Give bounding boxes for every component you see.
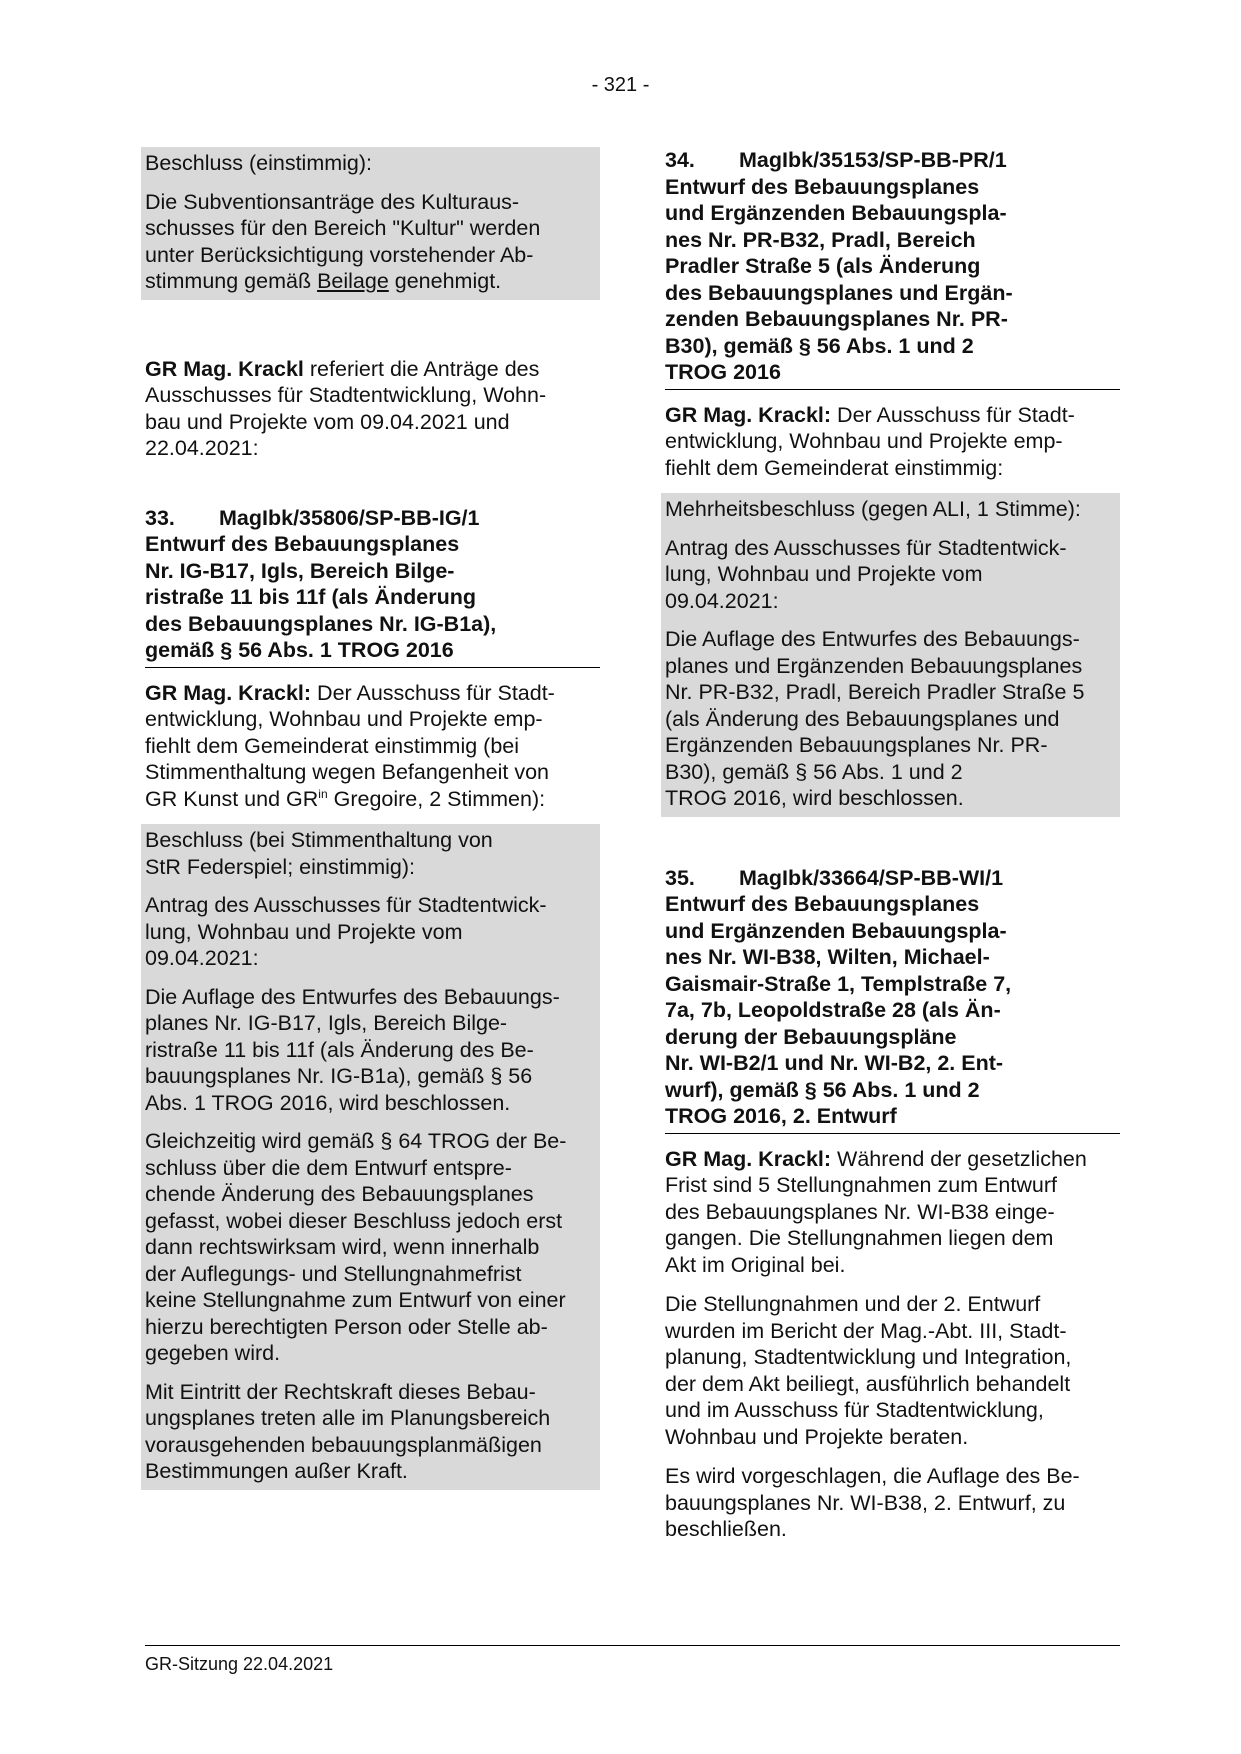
- item-number: 35.: [665, 865, 695, 890]
- item-number: 34.: [665, 148, 695, 172]
- left-column: [145, 147, 600, 1490]
- item-35-heading: [665, 865, 1120, 892]
- intro-paragraph: GR Mag. Krackl referiert die Anträge des Ausschusses für Stadtentwicklung, Wohn- bau und Projekte vom 09.04.2021 und 22.04.2021:: [145, 356, 547, 460]
- resolution-text: Die Subventionsanträge des Kulturaus- schusses für den Bereich "Kultur" werden unter Berücksichtigung vorstehender Ab- stimmung gemäß Beilage genehmigt.: [145, 189, 541, 293]
- item-34-report: GR Mag. Krackl: Der Ausschuss für Stadt- entwicklung, Wohnbau und Projekte emp- fiehlt dem Gemeinderat einstimmig:: [665, 402, 1075, 480]
- footer-text: GR-Sitzung 22.04.2021: [145, 1654, 334, 1674]
- decision-label: Beschluss (bei Stimmenthaltung von StR Federspiel; einstimmig):: [145, 828, 493, 879]
- item-35-paragraph-2: Die Stellungnahmen und der 2. Entwurf wurden im Bericht der Mag.-Abt. III, Stadt- planung, Stadtentwicklung und Integration, der dem Akt beiliegt, ausführlich behandelt und im Ausschuss für Stadtentwicklung, Wohnbau und Projekte beraten.: [665, 1292, 1072, 1449]
- item-34-resolution: [661, 493, 1120, 817]
- divider: [665, 1133, 1120, 1134]
- item-33-title: Entwurf des Bebauungsplanes Nr. IG-B17, Igls, Bereich Bilge- ristraße 11 bis 11f (als Änderung des Bebauungsplanes Nr. IG-B1a), gemäß § 56 Abs. 1 TROG 2016: [145, 532, 497, 662]
- motion-text: Antrag des Ausschusses für Stadtentwick- lung, Wohnbau und Projekte vom 09.04.2021:: [665, 535, 1067, 613]
- item-35: [665, 865, 1120, 1543]
- resolution-block-kultur: [141, 147, 600, 300]
- item-reference: MagIbk/35806/SP-BB-IG/1: [219, 505, 480, 530]
- item-reference: MagIbk/35153/SP-BB-PR/1: [739, 148, 1007, 172]
- page-footer: [145, 1645, 1120, 1675]
- right-column: [665, 147, 1120, 1543]
- effect-text: Mit Eintritt der Rechtskraft dieses Bebau- ungsplanes treten alle im Planungsbereich vorausgehenden bebauungsplanmäßigen Bestimmungen außer Kraft.: [145, 1379, 551, 1483]
- item-33-resolution: [141, 824, 600, 1490]
- item-35-title: Entwurf des Bebauungsplanes und Ergänzenden Bebauungspla- nes Nr. WI-B38, Wilten, Michael- Gaismair-Straße 1, Templstraße 7, 7a, 7b, Leopoldstraße 28 (als Än- derung der Bebauungspläne Nr. WI-B2/1 und Nr. WI-B2, 2. Ent- wurf), gemäß § 56 Abs. 1 und 2 TROG 2016, 2. Entwurf: [665, 892, 1012, 1128]
- item-number: 33.: [145, 505, 175, 530]
- decision-label: Mehrheitsbeschluss (gegen ALI, 1 Stimme):: [665, 497, 1081, 521]
- item-35-paragraph-3: Es wird vorgeschlagen, die Auflage des Be- bauungsplanes Nr. WI-B38, 2. Entwurf, zu beschließen.: [665, 1464, 1080, 1541]
- item-reference: MagIbk/33664/SP-BB-WI/1: [739, 865, 1004, 890]
- resolution-label: Beschluss (einstimmig):: [145, 151, 372, 175]
- decision-body: Die Auflage des Entwurfes des Bebauungs- planes und Ergänzenden Bebauungsplanes Nr. PR-B32, Pradl, Bereich Pradler Straße 5 (als Änderung des Bebauungsplanes und Ergänzenden Bebauungsplanes Nr. PR- B30), gemäß § 56 Abs. 1 und 2 TROG 2016, wird beschlossen.: [665, 627, 1085, 810]
- item-33: [145, 505, 600, 1490]
- motion-text: Antrag des Ausschusses für Stadtentwick- lung, Wohnbau und Projekte vom 09.04.2021:: [145, 893, 547, 970]
- item-35-report: GR Mag. Krackl: Während der gesetzlichen Frist sind 5 Stellungnahmen zum Entwurf des Bebauungsplanes Nr. WI-B38 einge- gangen. Die Stellungnahmen liegen dem Akt im Original bei.: [665, 1146, 1087, 1277]
- item-33-heading: [145, 505, 600, 532]
- item-34-title: Entwurf des Bebauungsplanes und Ergänzenden Bebauungspla- nes Nr. PR-B32, Pradl, Bereich Pradler Straße 5 (als Änderung des Bebauungsplanes und Ergän- zenden Bebauungsplanes Nr. PR- B30), gemäß § 56 Abs. 1 und 2 TROG 2016: [665, 174, 1013, 384]
- beilage-link[interactable]: Beilage: [317, 269, 389, 293]
- decision-body: Die Auflage des Entwurfes des Bebauungs- planes Nr. IG-B17, Igls, Bereich Bilge- ristraße 11 bis 11f (als Änderung des Be- bauungsplanes Nr. IG-B1a), gemäß § 56 Abs. 1 TROG 2016, wird beschlossen.: [145, 984, 560, 1115]
- simultaneous-decision: Gleichzeitig wird gemäß § 64 TROG der Be- schluss über die dem Entwurf entspre- chende Änderung des Bebauungsplanes gefasst, wobei dieser Beschluss jedoch erst dann rechtswirksam wird, wenn innerhalb der Auflegungs- und Stellungnahmefrist keine Stellungnahme zum Entwurf von einer hierzu berechtigten Person oder Stelle ab- gegeben wird.: [145, 1129, 567, 1365]
- page-number: - 321 -: [591, 74, 650, 96]
- divider: [145, 667, 600, 668]
- item-33-report: GR Mag. Krackl: Der Ausschuss für Stadt- entwicklung, Wohnbau und Projekte emp- fiehlt dem Gemeinderat einstimmig (bei Stimmenthaltung wegen Befangenheit von GR Kunst und $GR^{in}$ Gregoire, 2 Stimmen):: [145, 680, 555, 811]
- item-34-heading: [665, 147, 1120, 174]
- item-34: [665, 147, 1120, 817]
- divider: [665, 389, 1120, 390]
